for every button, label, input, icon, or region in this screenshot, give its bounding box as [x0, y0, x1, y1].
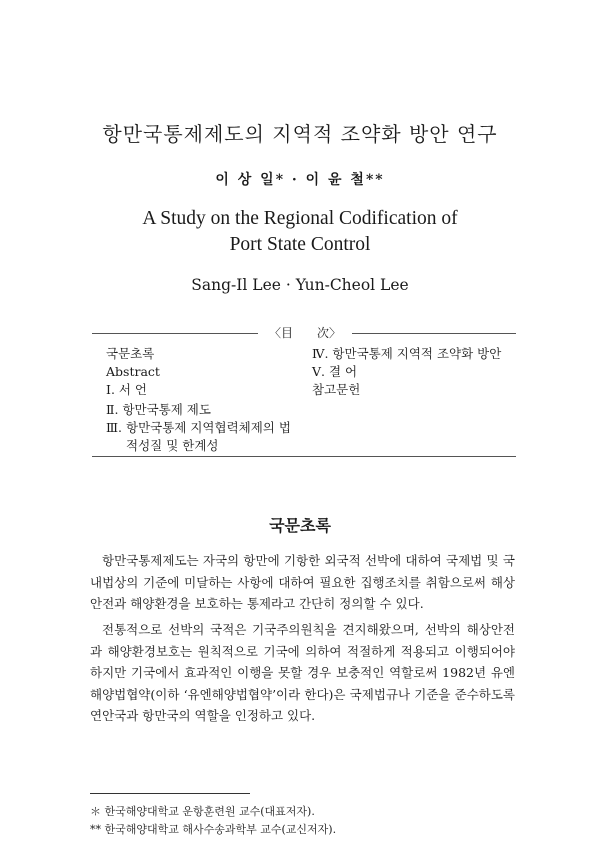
authors-english: Sang-Il Lee · Yun-Cheol Lee [191, 276, 409, 294]
toc-item-korean-abstract[interactable]: 국문초록 [106, 346, 155, 361]
toc-item-regional-cooperation[interactable]: Ⅲ. 항만국통제 지역협력체제의 법 [106, 420, 291, 435]
abstract-paragraph-1: 항만국통제제도는 자국의 항만에 기항한 외국적 선박에 대하여 국제법 및 국내법상의 기준에 미달하는 사항에 대하여 필요한 집행조치를 취함으로써 해상안전과 해양환경을 보호하는 통제라고 간단히 정의할 수 있다. [90, 553, 515, 611]
toc-bottom-rule [92, 456, 516, 457]
abstract-paragraph-2: 전통적으로 선박의 국적은 기국주의원칙을 견지해왔으며, 선박의 해상안전과 해양환경보호는 원칙적으로 기국에 의하여 적절하게 적용되고 이행되어야 하지만 기국에서 효과적인 이행을 못할 경우 보충적인 역할로써 1982년 유엔해양법협약(이하 ‘유엔해양법협약’이라 한다)은 국제법규나 기준을 준수하도록 연안국과 항만국의 역할을 인정하고 있다. [90, 622, 515, 723]
toc-item-introduction[interactable]: Ⅰ. 서 언 [106, 382, 148, 397]
paper-title-english-line-2: Port State Control [229, 234, 371, 255]
footnote-1: ＊ 한국해양대학교 운항훈련원 교수(대표저자). [90, 805, 315, 818]
toc-item-conclusion[interactable]: Ⅴ. 결 어 [312, 364, 358, 379]
toc-item-regional-cooperation-cont: 적성질 및 한계성 [126, 438, 219, 453]
authors-korean: 이 상 일* · 이 윤 철** [215, 172, 385, 188]
toc-item-references[interactable]: 참고문헌 [312, 382, 361, 397]
footnote-2: ** 한국해양대학교 해사수송과학부 교수(교신저자). [90, 823, 337, 836]
toc-top-rule-left [92, 333, 258, 334]
toc-top-rule-right [352, 333, 516, 334]
toc-heading: 〈目 次〉 [268, 326, 341, 340]
toc-item-abstract[interactable]: Abstract [106, 364, 160, 379]
footnote-rule [90, 793, 250, 794]
toc-item-codification-plan[interactable]: Ⅳ. 항만국통제 지역적 조약화 방안 [312, 346, 502, 361]
abstract-heading: 국문초록 [269, 516, 331, 535]
paper-title-english-line-1: A Study on the Regional Codification of [142, 208, 458, 229]
toc-item-psc-system[interactable]: Ⅱ. 항만국통제 제도 [106, 402, 211, 417]
paper-title-korean: 항만국통제제도의 지역적 조약화 방안 연구 [102, 122, 498, 146]
